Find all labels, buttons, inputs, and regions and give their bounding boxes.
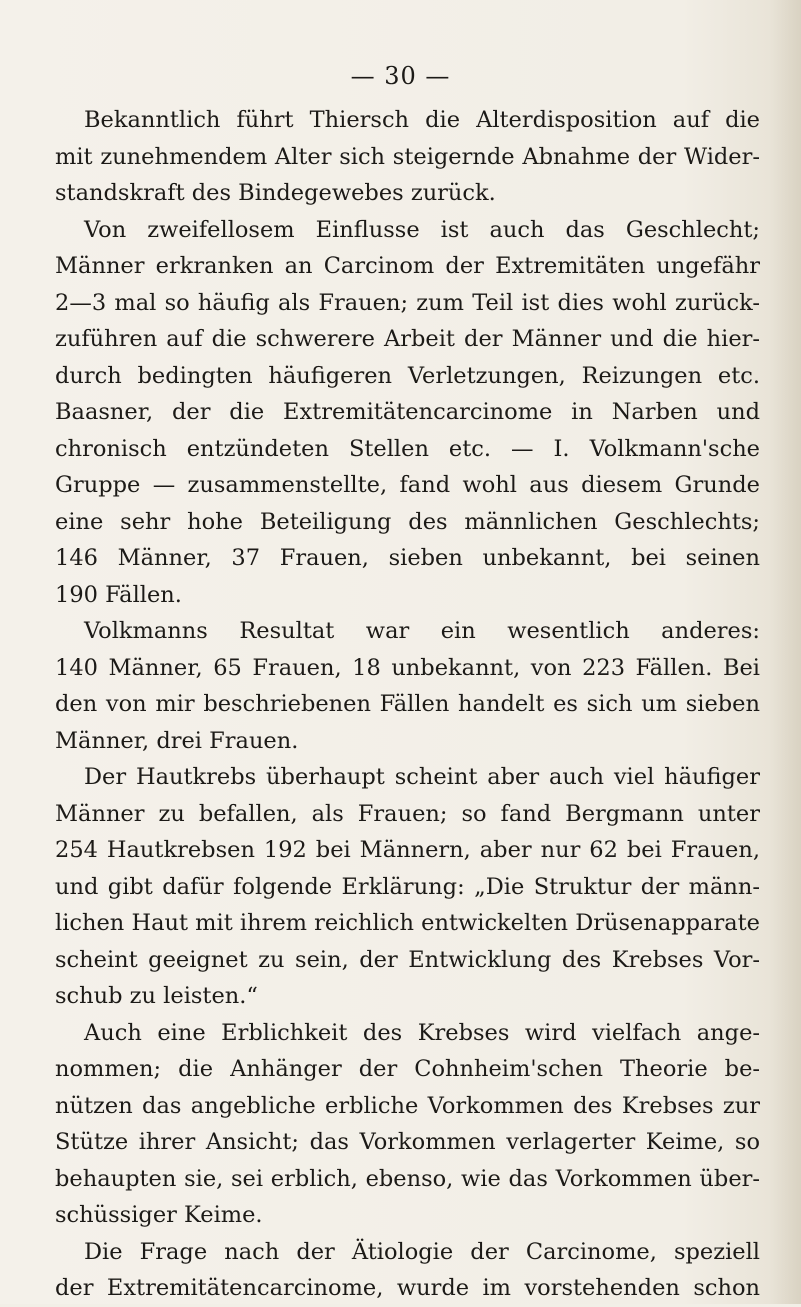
text-line: 190 Fällen. [55,581,182,608]
text-line: 2—3 mal so häufig als Frauen; zum Teil ist dies wohl zurück- [55,289,760,316]
text-line: zuführen auf die schwerere Arbeit der Männer und die hier- [55,326,760,352]
text-line: durch bedingten häufigeren Verletzungen, Reizungen etc. [55,362,760,389]
text-line: Bekanntlich führt Thiersch die Alterdisposition auf die [84,107,760,133]
text-line: Der Hautkrebs überhaupt scheint aber auch viel häufiger [84,764,760,790]
text-line: Volkmanns Resultat war ein wesentlich anderes: [84,618,760,644]
text-line: lichen Haut mit ihrem reichlich entwickelten Drüsenapparate [55,910,760,936]
text-line: nützen das angebliche erbliche Vorkommen des Krebses zur [55,1092,760,1119]
text-line: Die Frage nach der Ätiologie der Carcinome, speziell [84,1238,760,1265]
text-line: Auch eine Erblichkeit des Krebses wird vielfach ange- [84,1019,760,1046]
text-line: Stütze ihrer Ansicht; das Vorkommen verlagerter Keime, so [55,1129,760,1155]
text-line: Männer, drei Frauen. [55,727,299,754]
page-number: — 30 — [350,62,451,90]
text-line: und gibt dafür folgende Erklärung: „Die Struktur der männ- [55,873,760,900]
text-line: Von zweifellosem Einflusse ist auch das Geschlecht; [84,216,760,243]
text-line: 146 Männer, 37 Frauen, sieben unbekannt, bei seinen [55,545,760,571]
text-line: Baasner, der die Extremitätencarcinome in Narben und [55,399,760,425]
text-line: der Extremitätencarcinome, wurde im vorstehenden schon [55,1275,760,1301]
text-line: mit zunehmendem Alter sich steigernde Abnahme der Wider- [55,143,760,170]
text-line: nommen; die Anhänger der Cohnheim'schen Theorie be- [55,1056,760,1082]
text-line: chronisch entzündeten Stellen etc. — I. Volkmann'sche [55,435,760,462]
text-line: schub zu leisten.“ [55,983,258,1009]
text-line: Männer erkranken an Carcinom der Extremitäten ungefähr [55,253,760,279]
body-text [55,102,760,1307]
text-line: scheint geeignet zu sein, der Entwicklung des Krebses Vor- [55,946,760,973]
text-line: 254 Hautkrebsen 192 bei Männern, aber nur 62 bei Frauen, [55,837,760,863]
text-line: Männer zu befallen, als Frauen; so fand Bergmann unter [55,800,760,827]
text-line: behaupten sie, sei erblich, ebenso, wie das Vorkommen über- [55,1165,760,1192]
text-line: eine sehr hohe Beteiligung des männlichen Geschlechts; [55,508,760,535]
text-line: Gruppe — zusammenstellte, fand wohl aus diesem Grunde [55,472,760,498]
text-line: schüssiger Keime. [55,1202,263,1228]
text-line: standskraft des Bindegewebes zurück. [55,180,496,206]
text-line: 140 Männer, 65 Frauen, 18 unbekannt, von 223 Fällen. Bei [55,654,760,681]
text-line: den von mir beschriebenen Fällen handelt es sich um sieben [55,691,760,717]
